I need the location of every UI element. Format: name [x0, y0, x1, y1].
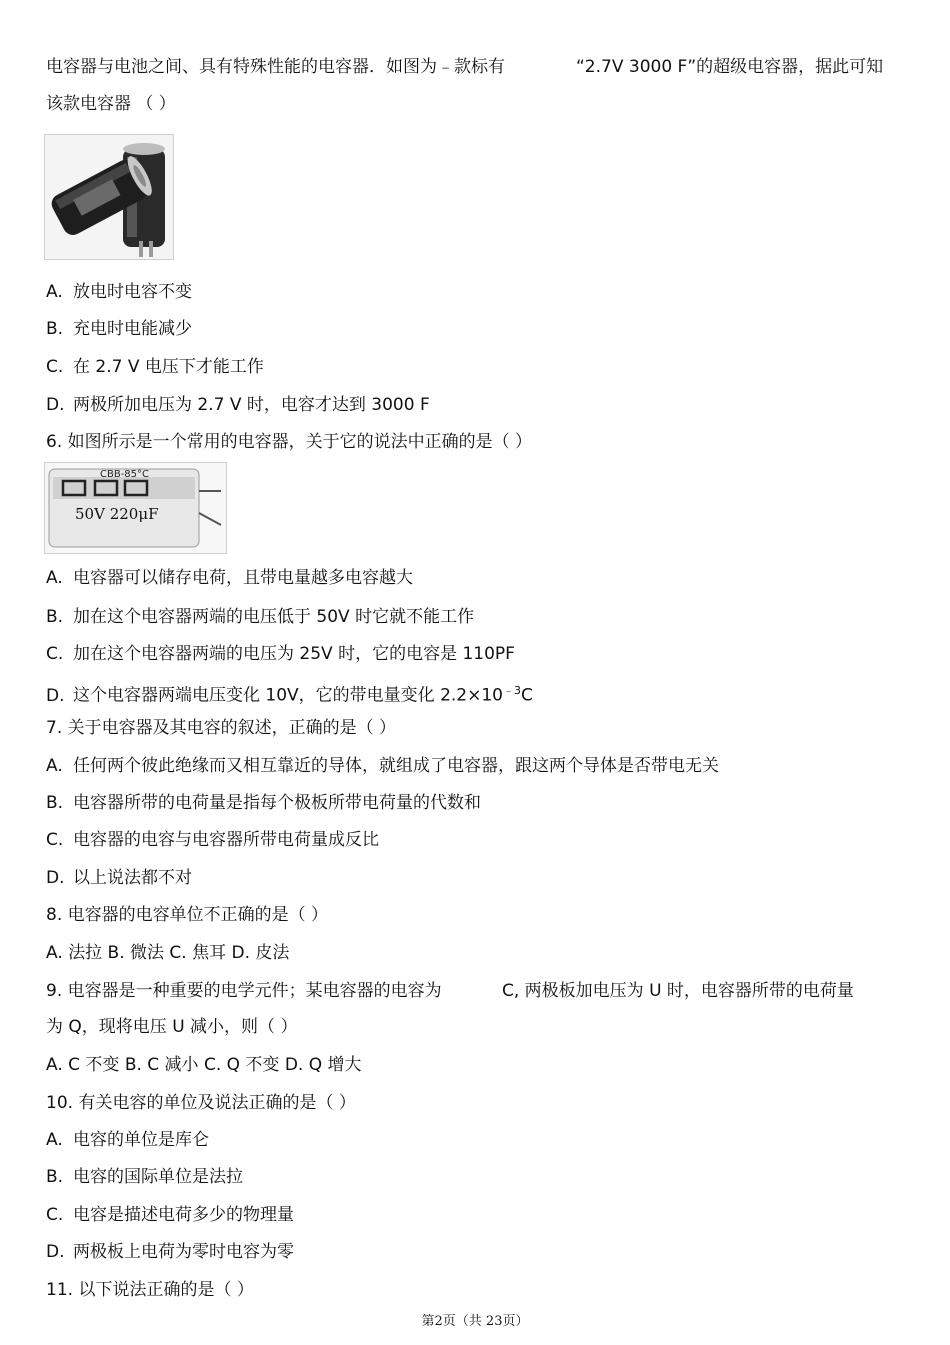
- q10-option-c: C. 电容是描述电荷多少的物理量: [46, 1205, 294, 1225]
- q7-option-d: D. 以上说法都不对: [46, 868, 192, 888]
- q9-options: A. C 不变 B. C 减小 C. Q 不变 D. Q 增大: [46, 1055, 362, 1075]
- q5-stem-line1: [46, 56, 505, 78]
- electrolytic-capacitor-illustration: [45, 463, 226, 553]
- q7-option-a: A. 任何两个彼此绝缘而又相互靠近的导体，就组成了电容器，跟这两个导体是否带电无关: [46, 756, 719, 776]
- page-footer: 第2页（共 23页）: [421, 1314, 529, 1329]
- q9-stem-line1-right: C, 两极板加电压为 U 时，电容器所带的电荷量: [502, 981, 854, 1001]
- q7-option-c: C. 电容器的电容与电容器所带电荷量成反比: [46, 830, 379, 850]
- supercapacitor-photo: [44, 134, 174, 260]
- q7-stem: 7. 关于电容器及其电容的叙述，正确的是（ ）: [46, 718, 397, 738]
- q11-stem: 11. 以下说法正确的是（ ）: [46, 1280, 254, 1300]
- q6-stem: 6. 如图所示是一个常用的电容器，关于它的说法中正确的是（ ）: [46, 432, 533, 452]
- q5-stem-line2: 该款电容器 （ ）: [46, 94, 176, 114]
- q7-option-b: B. 电容器所带的电荷量是指每个极板所带电荷量的代数和: [46, 793, 481, 813]
- q8-stem: 8. 电容器的电容单位不正确的是（ ）: [46, 905, 329, 925]
- capacitor-rating-main: 50V 220μF: [75, 505, 159, 523]
- q10-option-b: B. 电容的国际单位是法拉: [46, 1167, 243, 1187]
- q6-option-a: A. 电容器可以储存电荷，且带电量越多电容越大: [46, 568, 413, 588]
- exponent: ﹣3: [502, 684, 521, 697]
- q6-option-d: D. 这个电容器两端电压变化 10V，它的带电量变化 $2.2\times 10^{﹣3}C$: [46, 684, 533, 706]
- q9-stem-line1: 9. 电容器是一种重要的电学元件；某电容器的电容为: [46, 981, 442, 1001]
- q5-option-c: C. 在 2.7 V 电压下才能工作: [46, 357, 264, 377]
- capacitor-photo: [44, 462, 227, 554]
- q9-stem-line2: 为 Q，现将电压 U 减小，则（ ）: [46, 1017, 298, 1037]
- q5-option-b: B. 充电时电能减少: [46, 319, 192, 339]
- q5-stem-line1-right: [576, 56, 883, 78]
- q10-option-d: D. 两极板上电荷为零时电容为零: [46, 1242, 294, 1262]
- q5-option-d: D. 两极所加电压为 2.7 V 时，电容才达到 3000 F: [46, 395, 430, 415]
- q5-stem-part2: “2.7V 3000 F”的超级电容器，据此可知: [576, 57, 884, 77]
- q6-option-b: B. 加在这个电容器两端的电压低于 50V 时它就不能工作: [46, 607, 475, 627]
- q10-option-a: A. 电容的单位是库仑: [46, 1130, 209, 1150]
- supercapacitor-illustration: [45, 135, 173, 259]
- capacitor-rating-top: CBB-85°C: [100, 469, 150, 480]
- q10-stem: 10. 有关电容的单位及说法正确的是（ ）: [46, 1093, 356, 1113]
- q5-stem-part1: 电容器与电池之间、具有特殊性能的电容器．如图为﹣款标有: [46, 57, 505, 77]
- q6-option-c: C. 加在这个电容器两端的电压为 25V 时，它的电容是 110PF: [46, 644, 515, 664]
- q5-option-a: A. 放电时电容不变: [46, 282, 192, 302]
- q8-options: A. 法拉 B. 微法 C. 焦耳 D. 皮法: [46, 943, 290, 963]
